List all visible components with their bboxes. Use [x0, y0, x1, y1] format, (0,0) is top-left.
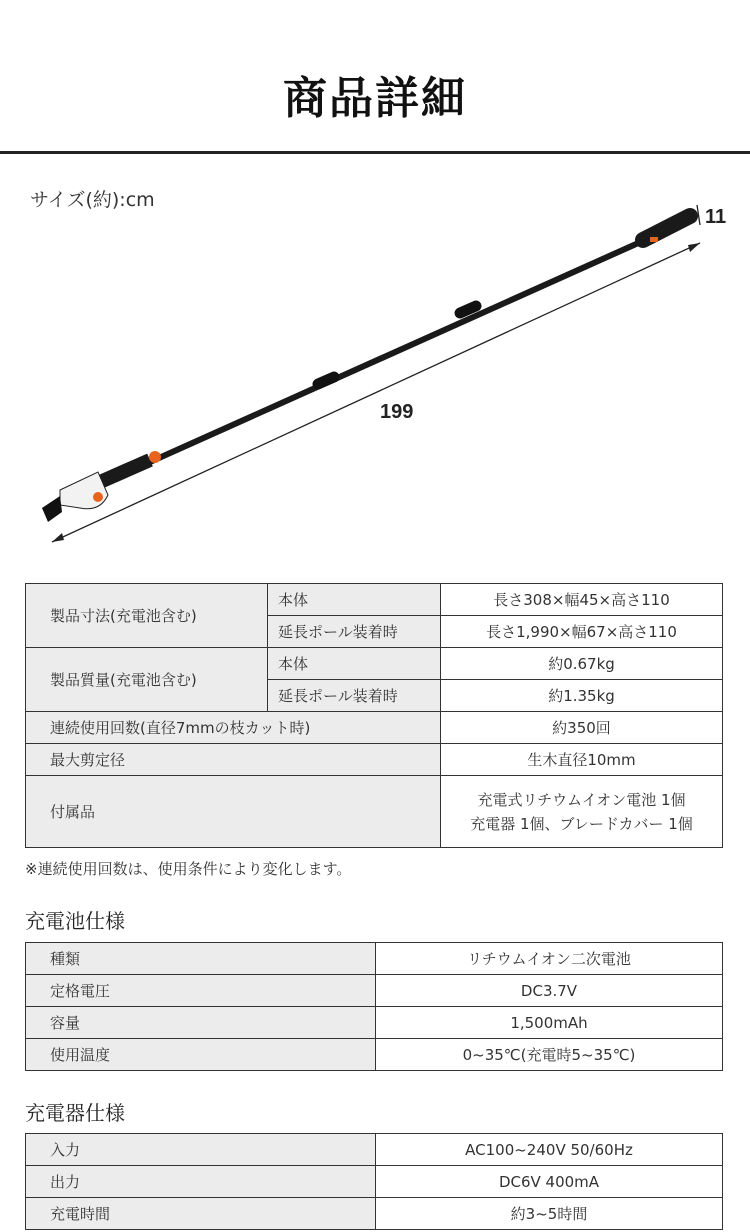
- row-label: 入力: [26, 1134, 376, 1166]
- row-value: 約0.67kg: [441, 648, 723, 680]
- size-label: サイズ(約):cm: [30, 189, 155, 211]
- row-label: 充電時間: [26, 1198, 376, 1230]
- row-value: DC3.7V: [376, 975, 723, 1007]
- length-dimension-line: [52, 243, 700, 542]
- sub-label: 延長ポール装着時: [268, 616, 441, 648]
- table-row: [26, 1198, 723, 1230]
- row-label: 種類: [26, 943, 376, 975]
- row-label: 製品寸法(充電池含む): [26, 584, 268, 648]
- row-value: DC6V 400mA: [376, 1166, 723, 1198]
- pole: [150, 240, 645, 462]
- row-value: リチウムイオン二次電池: [376, 943, 723, 975]
- product-image: [0, 170, 750, 560]
- battery-spec-table: [25, 942, 723, 1071]
- table-row: [26, 1134, 723, 1166]
- table-row: [26, 1166, 723, 1198]
- row-label: 連続使用回数(直径7mmの枝カット時): [26, 712, 441, 744]
- table-row: [26, 776, 723, 848]
- table-row: [26, 712, 723, 744]
- sub-label: 延長ポール装着時: [268, 680, 441, 712]
- row-value: AC100~240V 50/60Hz: [376, 1134, 723, 1166]
- accessory-line: 充電器 1個、ブレードカバー 1個: [470, 814, 693, 833]
- sub-label: 本体: [268, 648, 441, 680]
- arrow-head-icon: [688, 243, 700, 252]
- table-row: [26, 1039, 723, 1071]
- charger-spec-table: [25, 1133, 723, 1230]
- charger-heading: 充電器仕様: [25, 1101, 125, 1125]
- length-label: 199: [380, 401, 414, 423]
- sub-label: 本体: [268, 584, 441, 616]
- page-title: 商品詳細: [283, 73, 467, 124]
- diameter-label: 11: [705, 206, 727, 228]
- row-label: 定格電圧: [26, 975, 376, 1007]
- accessory-line: 充電式リチウムイオン電池 1個: [477, 790, 686, 809]
- row-value: 長さ308×幅45×高さ110: [441, 584, 723, 616]
- table-row: [26, 744, 723, 776]
- product-spec-table: [25, 583, 723, 848]
- row-label: 容量: [26, 1007, 376, 1039]
- row-label: 出力: [26, 1166, 376, 1198]
- title-divider: [0, 151, 750, 154]
- row-value: 生木直径10mm: [441, 744, 723, 776]
- row-label: 使用温度: [26, 1039, 376, 1071]
- row-label: 付属品: [26, 776, 441, 848]
- table-row: [26, 975, 723, 1007]
- row-value: 約3~5時間: [376, 1198, 723, 1230]
- row-label: 最大剪定径: [26, 744, 441, 776]
- row-value: 長さ1,990×幅67×高さ110: [441, 616, 723, 648]
- table-row: [26, 1007, 723, 1039]
- row-value: 0~35℃(充電時5~35℃): [376, 1039, 723, 1071]
- arrow-head-icon: [52, 533, 64, 542]
- table-row: [26, 584, 723, 616]
- table-row: [26, 648, 723, 680]
- row-label: 製品質量(充電池含む): [26, 648, 268, 712]
- battery-grip: [643, 216, 690, 240]
- row-value: 1,500mAh: [376, 1007, 723, 1039]
- row-value: 約1.35kg: [441, 680, 723, 712]
- table-row: [26, 943, 723, 975]
- usage-note: ※連続使用回数は、使用条件により変化します。: [25, 860, 352, 878]
- row-value: 約350回: [441, 712, 723, 744]
- battery-heading: 充電池仕様: [25, 909, 125, 933]
- row-value: [441, 776, 723, 848]
